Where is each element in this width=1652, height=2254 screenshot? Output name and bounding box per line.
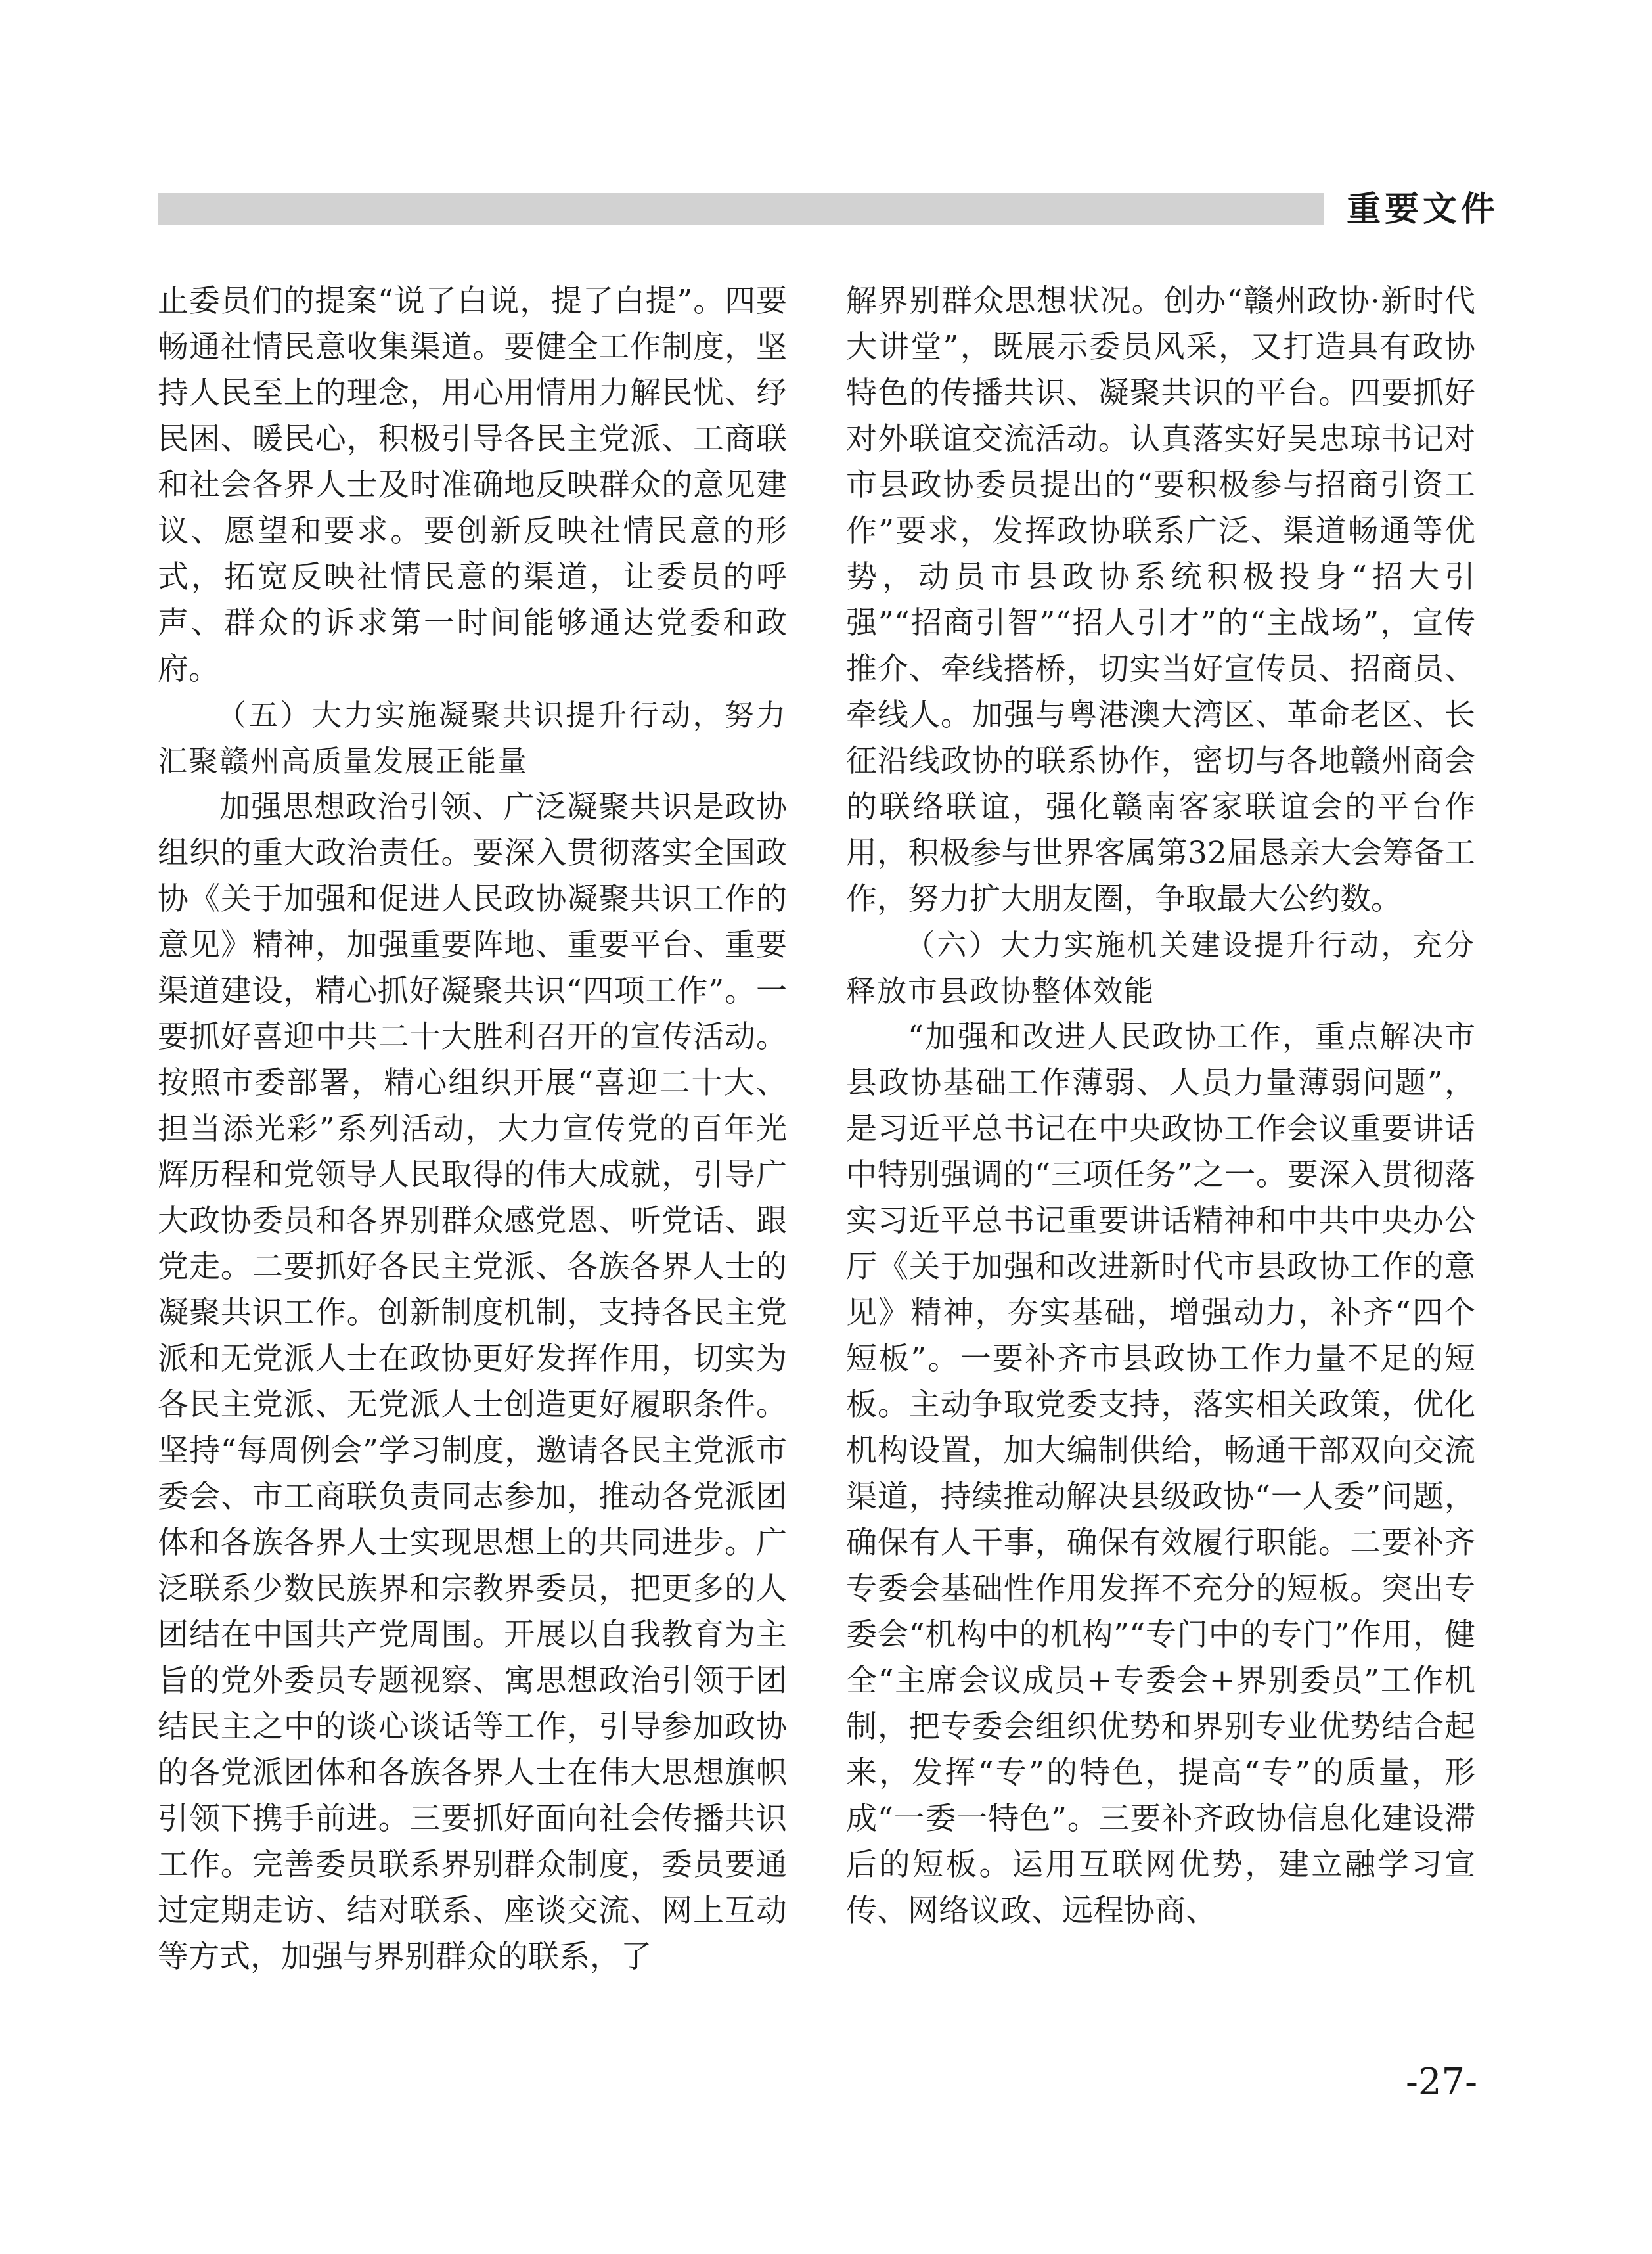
paragraph: 加强思想政治引领、广泛凝聚共识是政协组织的重大政治责任。要深入贯彻落实全国政协《关于加强和促进人民政协凝聚共识工作的意见》精神，加强重要阵地、重要平台、重要渠道建设，精心抓好凝聚共识“四项工作”。一要抓好喜迎中共二十大胜利召开的宣传活动。按照市委部署，精心组织开展“喜迎二十大、担当添光彩”系列活动，大力宣传党的百年光辉历程和党领导人民取得的伟大成就，引导广大政协委员和各界别群众感党恩、听党话、跟党走。二要抓好各民主党派、各族各界人士的凝聚共识工作。创新制度机制，支持各民主党派和无党派人士在政协更好发挥作用，切实为各民主党派、无党派人士创造更好履职条件。坚持“每周例会”学习制度，邀请各民主党派市委会、市工商联负责同志参加，推动各党派团体和各族各界人士实现思想上的共同进步。广泛联系少数民族界和宗教界委员，把更多的人团结在中国共产党周围。开展以自我教育为主旨的党外委员专题视察、寓思想政治引领于团结民主之中的谈心谈话等工作，引导参加政协的各党派团体和各族各界人士在伟大思想旗帜引领下携手前进。三要抓好面向社会传播共识工作。完善委员联系界别群众制度，委员要通过定期走访、结对联系、座谈交流、网上互动等方式，加强与界别群众的联系，了 [158, 789, 787, 1975]
left-column [158, 279, 787, 1980]
section-label: 重要文件 [1347, 190, 1500, 229]
paragraph: 止委员们的提案“说了白说，提了白提”。四要畅通社情民意收集渠道。要健全工作制度，坚持人民至上的理念，用心用情用力解民忧、纾民困、暖民心，积极引导各民主党派、工商联和社会各界人士及时准确地反映群众的意见建议、愿望和要求。要创新反映社情民意的形式，拓宽反映社情民意的渠道，让委员的呼声、群众的诉求第一时间能够通达党委和政府。 [158, 283, 787, 687]
paragraph: “加强和改进人民政协工作，重点解决市县政协基础工作薄弱、人员力量薄弱问题”，是习近平总书记在中央政协工作会议重要讲话中特别强调的“三项任务”之一。要深入贯彻落实习近平总书记重要讲话精神和中共中央办公厅《关于加强和改进新时代市县政协工作的意见》精神，夯实基础，增强动力，补齐“四个短板”。一要补齐市县政协工作力量不足的短板。主动争取党委支持，落实相关政策，优化机构设置，加大编制供给，畅通干部双向交流渠道，持续推动解决县级政协“一人委”问题，确保有人干事，确保有效履行职能。二要补齐专委会基础性作用发挥不充分的短板。突出专委会“机构中的机构”“专门中的专门”作用，健全“主席会议成员+专委会+界别委员”工作机制，把专委会组织优势和界别专业优势结合起来，发挥“专”的特色，提高“专”的质量，形成“一委一特色”。三要补齐政协信息化建设滞后的短板。运用互联网优势，建立融学习宣传、网络议政、远程协商、 [846, 1019, 1475, 1929]
page-number: -27- [1406, 2061, 1478, 2104]
right-column [846, 279, 1475, 1934]
header-bar [158, 193, 1324, 225]
section-heading: （五）大力实施凝聚共识提升行动，努力汇聚赣州高质量发展正能量 [158, 698, 787, 778]
paragraph: 解界别群众思想状况。创办“赣州政协·新时代大讲堂”，既展示委员风采，又打造具有政协特色的传播共识、凝聚共识的平台。四要抓好对外联谊交流活动。认真落实好吴忠琼书记对市县政协委员提出的“要积极参与招商引资工作”要求，发挥政协联系广泛、渠道畅通等优势，动员市县政协系统积极投身“招大引强”“招商引智”“招人引才”的“主战场”，宣传推介、牵线搭桥，切实当好宣传员、招商员、牵线人。加强与粤港澳大湾区、革命老区、长征沿线政协的联系协作，密切与各地赣州商会的联络联谊，强化赣南客家联谊会的平台作用，积极参与世界客属第32届恳亲大会筹备工作，努力扩大朋友圈，争取最大公约数。 [846, 283, 1475, 917]
section-heading: （六）大力实施机关建设提升行动，充分释放市县政协整体效能 [846, 928, 1475, 1008]
